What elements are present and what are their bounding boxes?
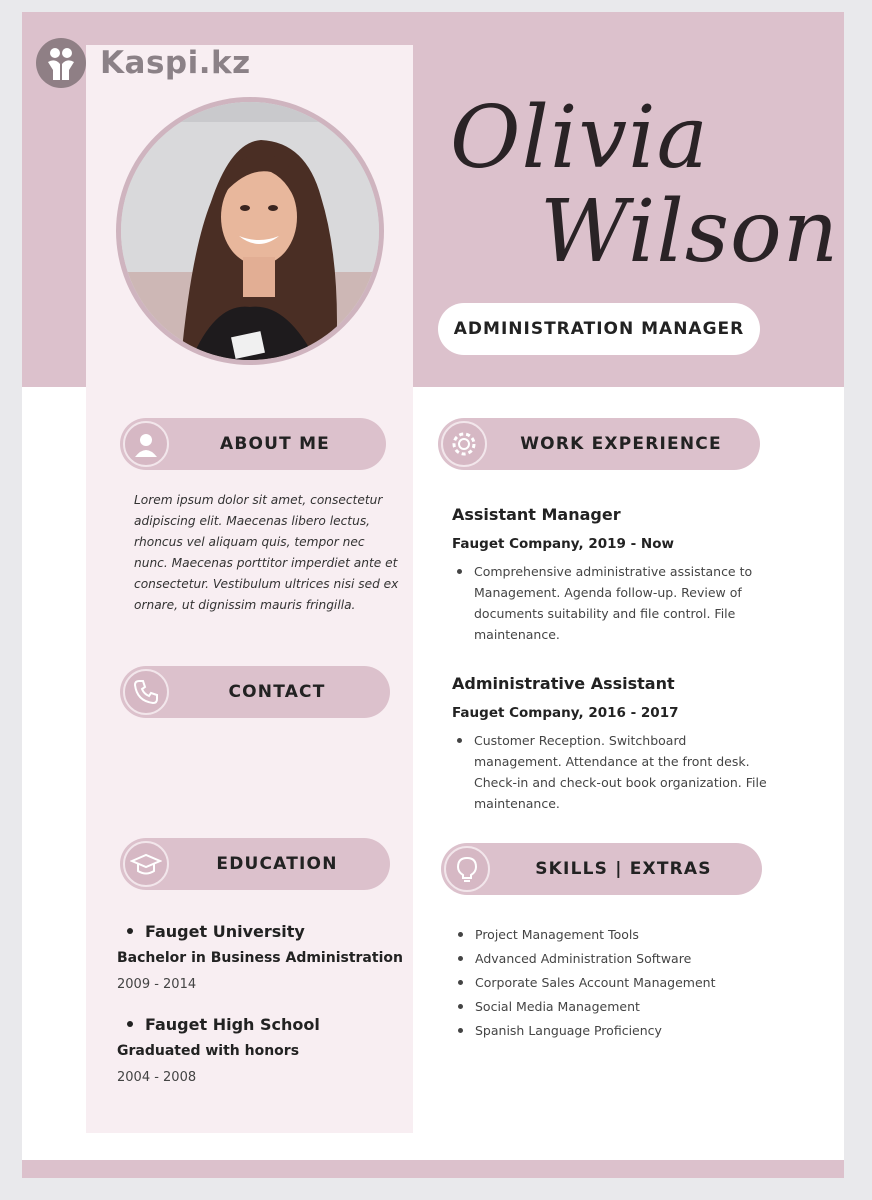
- list-item: [455, 970, 775, 994]
- skill-label: Spanish Language Proficiency: [475, 1022, 662, 1038]
- job-role: Assistant Manager: [452, 504, 621, 524]
- education-list: [117, 918, 412, 1104]
- user-icon: [123, 421, 169, 467]
- skill-label: Corporate Sales Account Management: [475, 974, 716, 990]
- work-experience-header: [438, 418, 760, 470]
- profile-photo: [121, 102, 379, 360]
- skill-label: Social Media Management: [475, 998, 640, 1014]
- gear-icon: [441, 421, 487, 467]
- kaspi-logo-icon: [36, 38, 86, 88]
- skill-label: Advanced Administration Software: [475, 950, 692, 966]
- job-company: Fauget Company, 2019 - Now: [452, 536, 674, 552]
- skills-header: [441, 843, 762, 895]
- school-name: Fauget High School: [145, 1014, 320, 1034]
- bullet-icon: [458, 1028, 463, 1033]
- skills-list: [455, 922, 775, 1042]
- degree: Bachelor in Business Administration: [117, 950, 403, 966]
- job-description: Customer Reception. Switchboard management. Attendance at the front desk. Check-in and check-out book organization. File maintenance.: [474, 733, 767, 811]
- bullet-icon: [458, 932, 463, 937]
- job-role: Administrative Assistant: [452, 673, 675, 693]
- list-item: [455, 994, 775, 1018]
- education-title: EDUCATION: [216, 854, 338, 874]
- about-me-text: Lorem ipsum dolor sit amet, consectetur adipiscing elit. Maecenas libero lectus, rhoncus vel aliquam quis, tempor nec nunc. Maecenas porttitor imperdiet ante et consectetur. Vestibulum ultrices nisi sed ex ornare, ut dignissim mauris fringilla.: [134, 493, 399, 612]
- bullet-icon: [127, 928, 133, 934]
- skill-label: Project Management Tools: [475, 926, 639, 942]
- list-item: [455, 1018, 775, 1042]
- watermark-text: Kaspi.kz: [100, 45, 251, 81]
- lightbulb-icon: [444, 846, 490, 892]
- job-description: Comprehensive administrative assistance to Management. Agenda follow-up. Review of documents suitability and file control. File maintenance.: [474, 564, 753, 642]
- degree: Graduated with honors: [117, 1043, 300, 1059]
- bullet-icon: [457, 569, 462, 574]
- work-experience-title: WORK EXPERIENCE: [520, 434, 722, 454]
- job-company: Fauget Company, 2016 - 2017: [452, 705, 679, 721]
- education-item: [117, 1011, 412, 1088]
- kaspi-watermark: [36, 38, 251, 88]
- education-header: [120, 838, 390, 890]
- work-entry: [452, 671, 772, 814]
- bullet-icon: [458, 956, 463, 961]
- last-name: Wilson: [540, 182, 840, 282]
- footer-band: [22, 1160, 844, 1178]
- work-entry: [452, 502, 772, 645]
- first-name: Olivia: [450, 88, 709, 188]
- bullet-icon: [458, 1004, 463, 1009]
- bullet-icon: [127, 1021, 133, 1027]
- job-title-badge: ADMINISTRATION MANAGER: [438, 303, 760, 355]
- list-item: [455, 922, 775, 946]
- list-item: [455, 946, 775, 970]
- bullet-icon: [458, 980, 463, 985]
- contact-header: [120, 666, 390, 718]
- education-years: 2004 - 2008: [117, 1069, 197, 1085]
- education-years: 2009 - 2014: [117, 976, 197, 992]
- bullet-icon: [457, 738, 462, 743]
- phone-icon: [123, 669, 169, 715]
- contact-title: CONTACT: [228, 682, 326, 702]
- school-name: Fauget University: [145, 921, 305, 941]
- skills-title: SKILLS | EXTRAS: [535, 859, 712, 879]
- about-me-header: [120, 418, 386, 470]
- education-item: [117, 918, 412, 995]
- graduation-cap-icon: [123, 841, 169, 887]
- about-me-title: ABOUT ME: [219, 434, 330, 454]
